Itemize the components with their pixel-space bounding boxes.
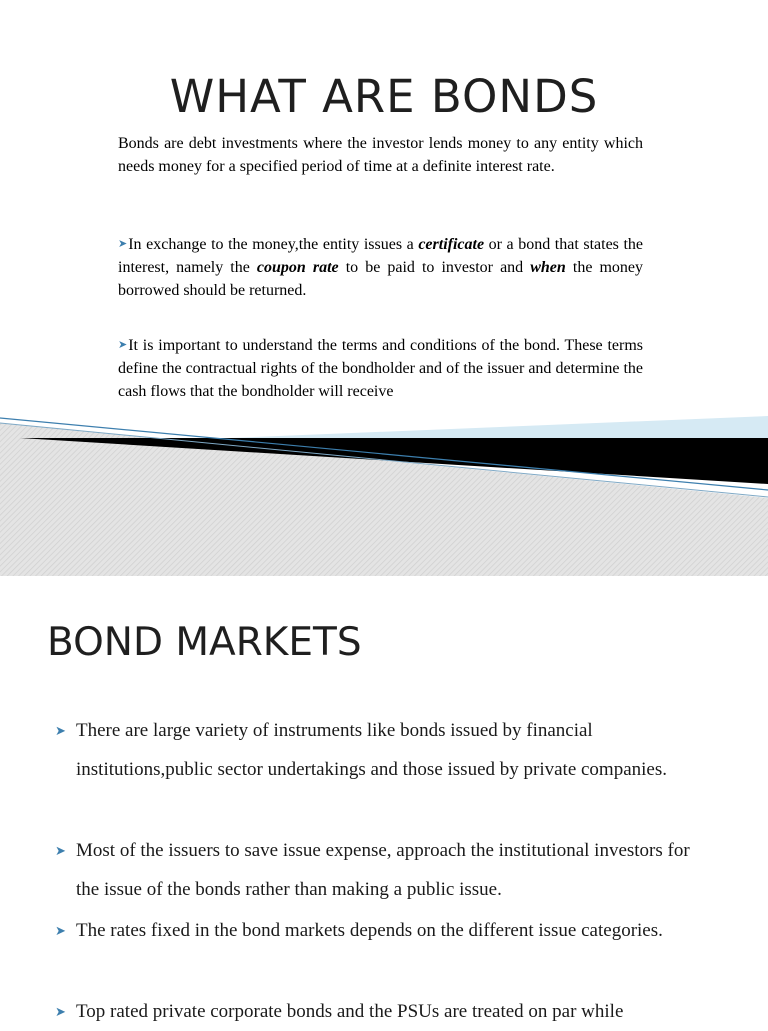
text-segment: In exchange to the money,the entity issues a bbox=[128, 236, 419, 253]
bullet-item: There are large variety of instruments like bonds issued by financial institutions,public sector undertakings and those issued by private companies. bbox=[76, 720, 668, 780]
bullet-marker-icon: ➤ bbox=[118, 339, 128, 351]
bullet-item: Top rated private corporate bonds and the PSUs are treated on par while bbox=[76, 1001, 624, 1022]
bullet-marker-icon: ➤ bbox=[55, 843, 66, 858]
emphasis-when: when bbox=[530, 259, 566, 276]
paragraph-definition: Bonds are debt investments where the investor lends money to any entity which needs money for a specified period of time at a definite interest rate. bbox=[118, 135, 643, 175]
slide-title: BOND MARKETS bbox=[47, 620, 362, 665]
emphasis-coupon-rate: coupon rate bbox=[256, 259, 339, 276]
text-segment: the money borrowed should be returned. bbox=[118, 259, 644, 299]
bullet-item: Most of the issuers to save issue expense, approach the institutional investors for the issue of the bonds rather than making a public issue. bbox=[76, 840, 690, 900]
bullet-marker-icon: ➤ bbox=[55, 923, 66, 938]
text-segment: It is important to understand the terms and conditions of the bond. These terms define the contractual rights of the bondholder and of the issuer and determine the cash flows that the bondholder will receive bbox=[118, 337, 643, 400]
emphasis-certificate: certificate bbox=[418, 236, 485, 253]
slide-title: WHAT ARE BONDS bbox=[169, 70, 599, 123]
bullet-marker-icon: ➤ bbox=[55, 723, 66, 738]
paragraph-terms bbox=[118, 334, 643, 403]
text-segment: or a bond that states the interest, namely the bbox=[118, 236, 644, 276]
bullet-marker-icon: ➤ bbox=[118, 238, 128, 250]
bullet-item: The rates fixed in the bond markets depends on the different issue categories. bbox=[76, 920, 663, 941]
light-blue-band bbox=[230, 416, 768, 440]
paragraph-certificate bbox=[118, 233, 643, 302]
bullet-marker-icon: ➤ bbox=[55, 1004, 66, 1019]
text-segment: to be paid to investor and bbox=[338, 259, 531, 276]
